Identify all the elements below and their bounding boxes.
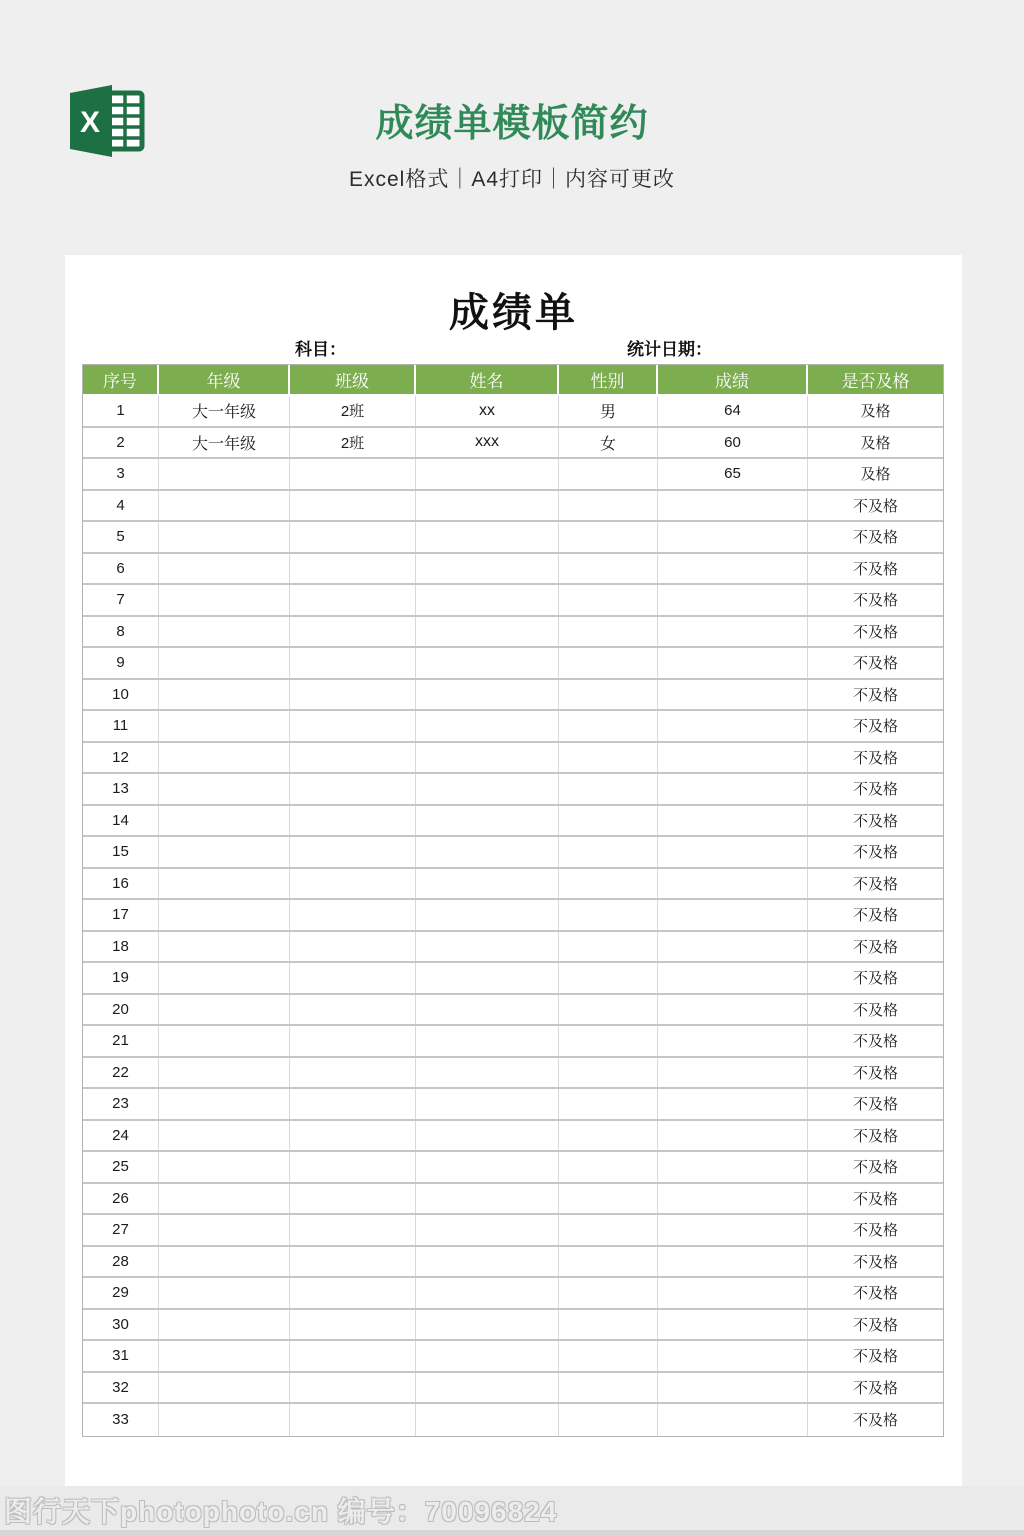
table-row <box>83 711 943 743</box>
cell-gender <box>559 995 658 1025</box>
cell-pass: 不及格 <box>852 560 898 578</box>
cell-pass: 不及格 <box>852 1379 898 1397</box>
cell-klass <box>290 1121 416 1151</box>
cell-pass: 不及格 <box>852 844 898 862</box>
table-row <box>83 491 943 523</box>
column-header: 年级 <box>159 365 290 394</box>
cell-pass: 不及格 <box>852 749 898 767</box>
table-row <box>83 995 943 1027</box>
header-text-block <box>0 92 1024 193</box>
cell-klass <box>290 1089 416 1119</box>
cell-klass <box>290 869 416 899</box>
table-row <box>83 1215 943 1247</box>
cell-name <box>416 459 559 489</box>
cell-pass: 不及格 <box>852 655 898 673</box>
cell-pass: 不及格 <box>852 812 898 830</box>
cell-gender <box>559 554 658 584</box>
column-header: 姓名 <box>416 365 559 394</box>
cell-no: 28 <box>83 1247 159 1277</box>
cell-gender: 女 <box>559 428 658 458</box>
cell-no: 19 <box>83 963 159 993</box>
cell-name <box>416 554 559 584</box>
cell-grade: 大一年级 <box>159 396 290 426</box>
cell-name <box>416 1310 559 1340</box>
cell-score <box>658 1247 808 1277</box>
cell-gender <box>559 617 658 647</box>
cell-grade <box>159 1058 290 1088</box>
cell-score <box>658 1215 808 1245</box>
grade-table <box>82 364 944 1437</box>
table-row <box>83 1152 943 1184</box>
cell-name <box>416 522 559 552</box>
cell-no: 30 <box>83 1310 159 1340</box>
cell-grade <box>159 743 290 773</box>
cell-name <box>416 1152 559 1182</box>
cell-pass: 不及格 <box>852 1412 898 1430</box>
cell-grade <box>159 1026 290 1056</box>
cell-score <box>658 554 808 584</box>
table-row <box>83 522 943 554</box>
cell-pass: 不及格 <box>852 1064 898 1082</box>
cell-pass: 不及格 <box>852 938 898 956</box>
cell-gender <box>559 680 658 710</box>
cell-gender <box>559 1026 658 1056</box>
cell-gender <box>559 869 658 899</box>
cell-klass <box>290 774 416 804</box>
cell-grade <box>159 1310 290 1340</box>
table-row <box>83 1373 943 1405</box>
table-row <box>83 617 943 649</box>
cell-score <box>658 869 808 899</box>
cell-no: 24 <box>83 1121 159 1151</box>
cell-klass <box>290 1404 416 1436</box>
cell-gender <box>559 837 658 867</box>
cell-no: 26 <box>83 1184 159 1214</box>
column-header: 序号 <box>83 365 159 394</box>
cell-no: 20 <box>83 995 159 1025</box>
cell-klass <box>290 585 416 615</box>
cell-pass: 不及格 <box>852 1159 898 1177</box>
cell-score <box>658 743 808 773</box>
cell-name <box>416 648 559 678</box>
cell-grade <box>159 648 290 678</box>
sheet-card <box>65 255 962 1486</box>
cell-gender <box>559 963 658 993</box>
cell-score <box>658 680 808 710</box>
cell-pass: 不及格 <box>852 1348 898 1366</box>
cell-grade <box>159 1184 290 1214</box>
cell-grade <box>159 963 290 993</box>
cell-gender <box>559 585 658 615</box>
cell-gender <box>559 1404 658 1436</box>
cell-klass <box>290 743 416 773</box>
cell-gender <box>559 1121 658 1151</box>
cell-no: 8 <box>83 617 159 647</box>
cell-grade <box>159 617 290 647</box>
cell-score <box>658 648 808 678</box>
cell-score <box>658 491 808 521</box>
cell-no: 21 <box>83 1026 159 1056</box>
cell-name <box>416 995 559 1025</box>
cell-name: xx <box>416 396 559 426</box>
cell-score <box>658 1184 808 1214</box>
cell-klass <box>290 680 416 710</box>
cell-grade <box>159 1152 290 1182</box>
cell-grade <box>159 1373 290 1403</box>
cell-name <box>416 1373 559 1403</box>
cell-klass <box>290 711 416 741</box>
table-row <box>83 1026 943 1058</box>
cell-klass <box>290 1152 416 1182</box>
cell-gender <box>559 1058 658 1088</box>
table-row <box>83 1310 943 1342</box>
cell-gender <box>559 648 658 678</box>
cell-gender <box>559 774 658 804</box>
table-row <box>83 1278 943 1310</box>
cell-no: 1 <box>83 396 159 426</box>
cell-klass <box>290 459 416 489</box>
cell-score <box>658 1373 808 1403</box>
cell-gender <box>559 711 658 741</box>
cell-grade <box>159 1121 290 1151</box>
cell-gender <box>559 1215 658 1245</box>
cell-gender <box>559 806 658 836</box>
cell-pass: 不及格 <box>852 1285 898 1303</box>
cell-grade <box>159 1215 290 1245</box>
template-subtitle: Excel格式｜A4打印｜内容可更改 <box>348 168 676 191</box>
cell-grade <box>159 585 290 615</box>
table-row <box>83 806 943 838</box>
cell-score: 60 <box>658 428 808 458</box>
cell-name <box>416 1215 559 1245</box>
cell-no: 4 <box>83 491 159 521</box>
table-row <box>83 1247 943 1279</box>
column-header: 成绩 <box>658 365 808 394</box>
cell-klass: 2班 <box>290 396 416 426</box>
watermark-text: 图行天下photophoto.cn 编号：70096824 <box>4 1496 558 1527</box>
cell-gender <box>559 459 658 489</box>
cell-gender <box>559 1184 658 1214</box>
cell-name <box>416 680 559 710</box>
cell-klass <box>290 554 416 584</box>
table-row <box>83 1058 943 1090</box>
cell-klass <box>290 963 416 993</box>
cell-score <box>658 1404 808 1436</box>
cell-score <box>658 837 808 867</box>
cell-no: 10 <box>83 680 159 710</box>
cell-klass <box>290 491 416 521</box>
cell-name <box>416 1058 559 1088</box>
cell-gender <box>559 900 658 930</box>
cell-no: 7 <box>83 585 159 615</box>
cell-score <box>658 1026 808 1056</box>
cell-score <box>658 1310 808 1340</box>
cell-no: 6 <box>83 554 159 584</box>
cell-no: 16 <box>83 869 159 899</box>
cell-pass: 不及格 <box>852 970 898 988</box>
cell-pass: 及格 <box>860 434 891 452</box>
svg-text:X: X <box>79 106 101 139</box>
cell-klass <box>290 1058 416 1088</box>
cell-grade <box>159 1404 290 1436</box>
cell-pass: 不及格 <box>852 1033 898 1051</box>
column-header: 班级 <box>290 365 416 394</box>
cell-pass: 不及格 <box>852 623 898 641</box>
cell-name <box>416 774 559 804</box>
cell-pass: 及格 <box>860 466 891 484</box>
cell-no: 3 <box>83 459 159 489</box>
table-row <box>83 1184 943 1216</box>
cell-name <box>416 585 559 615</box>
cell-no: 12 <box>83 743 159 773</box>
cell-no: 32 <box>83 1373 159 1403</box>
table-row <box>83 837 943 869</box>
table-row <box>83 963 943 995</box>
table-row <box>83 554 943 586</box>
cell-gender <box>559 1247 658 1277</box>
cell-grade <box>159 1278 290 1308</box>
cell-name <box>416 1278 559 1308</box>
page-header <box>0 0 1024 255</box>
cell-score <box>658 806 808 836</box>
cell-pass: 不及格 <box>852 1253 898 1271</box>
cell-pass: 不及格 <box>852 497 898 515</box>
cell-grade <box>159 932 290 962</box>
cell-klass <box>290 522 416 552</box>
cell-gender <box>559 1089 658 1119</box>
cell-klass <box>290 995 416 1025</box>
cell-grade <box>159 554 290 584</box>
cell-name <box>416 1089 559 1119</box>
cell-klass <box>290 1310 416 1340</box>
cell-no: 14 <box>83 806 159 836</box>
cell-pass: 不及格 <box>852 907 898 925</box>
cell-name <box>416 900 559 930</box>
cell-klass <box>290 837 416 867</box>
cell-score <box>658 995 808 1025</box>
cell-grade <box>159 774 290 804</box>
cell-pass: 不及格 <box>852 875 898 893</box>
cell-gender <box>559 1373 658 1403</box>
cell-score: 65 <box>658 459 808 489</box>
table-row <box>83 1341 943 1373</box>
column-header: 性别 <box>559 365 658 394</box>
cell-klass <box>290 648 416 678</box>
cell-no: 13 <box>83 774 159 804</box>
cell-no: 2 <box>83 428 159 458</box>
cell-name <box>416 837 559 867</box>
cell-pass: 不及格 <box>852 1001 898 1019</box>
table-row <box>83 648 943 680</box>
cell-no: 29 <box>83 1278 159 1308</box>
column-header: 是否及格 <box>841 372 910 391</box>
cell-score <box>658 1058 808 1088</box>
cell-gender <box>559 932 658 962</box>
cell-grade <box>159 1341 290 1371</box>
cell-name <box>416 743 559 773</box>
cell-klass <box>290 617 416 647</box>
watermark-bar <box>0 1486 1024 1536</box>
cell-name <box>416 1184 559 1214</box>
cell-pass: 及格 <box>860 403 891 421</box>
table-row <box>83 585 943 617</box>
cell-grade <box>159 491 290 521</box>
cell-gender <box>559 1278 658 1308</box>
cell-gender <box>559 1152 658 1182</box>
table-row <box>83 932 943 964</box>
table-row <box>83 680 943 712</box>
cell-score <box>658 1089 808 1119</box>
cell-name <box>416 806 559 836</box>
subject-label: 科目： <box>295 340 346 359</box>
cell-grade <box>159 806 290 836</box>
cell-name <box>416 617 559 647</box>
cell-grade <box>159 837 290 867</box>
cell-no: 23 <box>83 1089 159 1119</box>
cell-score <box>658 774 808 804</box>
cell-name <box>416 1341 559 1371</box>
cell-gender: 男 <box>559 396 658 426</box>
cell-grade: 大一年级 <box>159 428 290 458</box>
cell-klass <box>290 1215 416 1245</box>
cell-no: 27 <box>83 1215 159 1245</box>
cell-no: 25 <box>83 1152 159 1182</box>
cell-no: 22 <box>83 1058 159 1088</box>
cell-klass: 2班 <box>290 428 416 458</box>
cell-name <box>416 1247 559 1277</box>
cell-name <box>416 1026 559 1056</box>
cell-grade <box>159 1247 290 1277</box>
cell-no: 15 <box>83 837 159 867</box>
statistics-date-label: 统计日期： <box>627 340 712 359</box>
table-row <box>83 1089 943 1121</box>
cell-name <box>416 963 559 993</box>
cell-no: 9 <box>83 648 159 678</box>
cell-name <box>416 932 559 962</box>
cell-pass: 不及格 <box>852 1222 898 1240</box>
table-row <box>83 900 943 932</box>
cell-grade <box>159 522 290 552</box>
cell-no: 17 <box>83 900 159 930</box>
cell-pass: 不及格 <box>852 1316 898 1334</box>
cell-gender <box>559 743 658 773</box>
cell-name <box>416 491 559 521</box>
cell-pass: 不及格 <box>852 529 898 547</box>
cell-name <box>416 711 559 741</box>
cell-score <box>658 1121 808 1151</box>
table-row <box>83 1404 943 1436</box>
cell-score <box>658 900 808 930</box>
cell-klass <box>290 1026 416 1056</box>
cell-pass: 不及格 <box>852 718 898 736</box>
cell-score <box>658 932 808 962</box>
cell-grade <box>159 711 290 741</box>
cell-name <box>416 869 559 899</box>
cell-klass <box>290 900 416 930</box>
cell-no: 33 <box>83 1404 159 1436</box>
cell-grade <box>159 1089 290 1119</box>
cell-gender <box>559 491 658 521</box>
cell-grade <box>159 900 290 930</box>
table-row <box>83 774 943 806</box>
cell-klass <box>290 806 416 836</box>
cell-grade <box>159 459 290 489</box>
cell-pass: 不及格 <box>852 592 898 610</box>
cell-klass <box>290 1184 416 1214</box>
cell-score <box>658 1341 808 1371</box>
cell-score <box>658 522 808 552</box>
cell-no: 11 <box>83 711 159 741</box>
table-row <box>83 459 943 491</box>
cell-score <box>658 711 808 741</box>
cell-klass <box>290 1373 416 1403</box>
cell-pass: 不及格 <box>852 1127 898 1145</box>
cell-score: 64 <box>658 396 808 426</box>
table-row <box>83 1121 943 1153</box>
cell-pass: 不及格 <box>852 1190 898 1208</box>
table-row <box>83 743 943 775</box>
table-row <box>83 869 943 901</box>
cell-gender <box>559 1341 658 1371</box>
cell-pass: 不及格 <box>852 781 898 799</box>
cell-klass <box>290 932 416 962</box>
cell-pass: 不及格 <box>852 1096 898 1114</box>
cell-name <box>416 1121 559 1151</box>
cell-no: 18 <box>83 932 159 962</box>
cell-score <box>658 1278 808 1308</box>
table-row <box>83 428 943 460</box>
cell-gender <box>559 1310 658 1340</box>
cell-grade <box>159 869 290 899</box>
cell-pass: 不及格 <box>852 686 898 704</box>
sheet-title: 成绩单 <box>449 291 578 335</box>
cell-score <box>658 617 808 647</box>
cell-klass <box>290 1247 416 1277</box>
cell-no: 31 <box>83 1341 159 1371</box>
template-title: 成绩单模板简约 <box>375 103 649 145</box>
table-header-row <box>83 365 943 396</box>
cell-grade <box>159 680 290 710</box>
cell-klass <box>290 1278 416 1308</box>
cell-name <box>416 1404 559 1436</box>
cell-klass <box>290 1341 416 1371</box>
cell-gender <box>559 522 658 552</box>
table-row <box>83 396 943 428</box>
cell-no: 5 <box>83 522 159 552</box>
table-body <box>83 396 943 1436</box>
cell-score <box>658 963 808 993</box>
cell-score <box>658 1152 808 1182</box>
cell-score <box>658 585 808 615</box>
cell-grade <box>159 995 290 1025</box>
cell-name: xxx <box>416 428 559 458</box>
